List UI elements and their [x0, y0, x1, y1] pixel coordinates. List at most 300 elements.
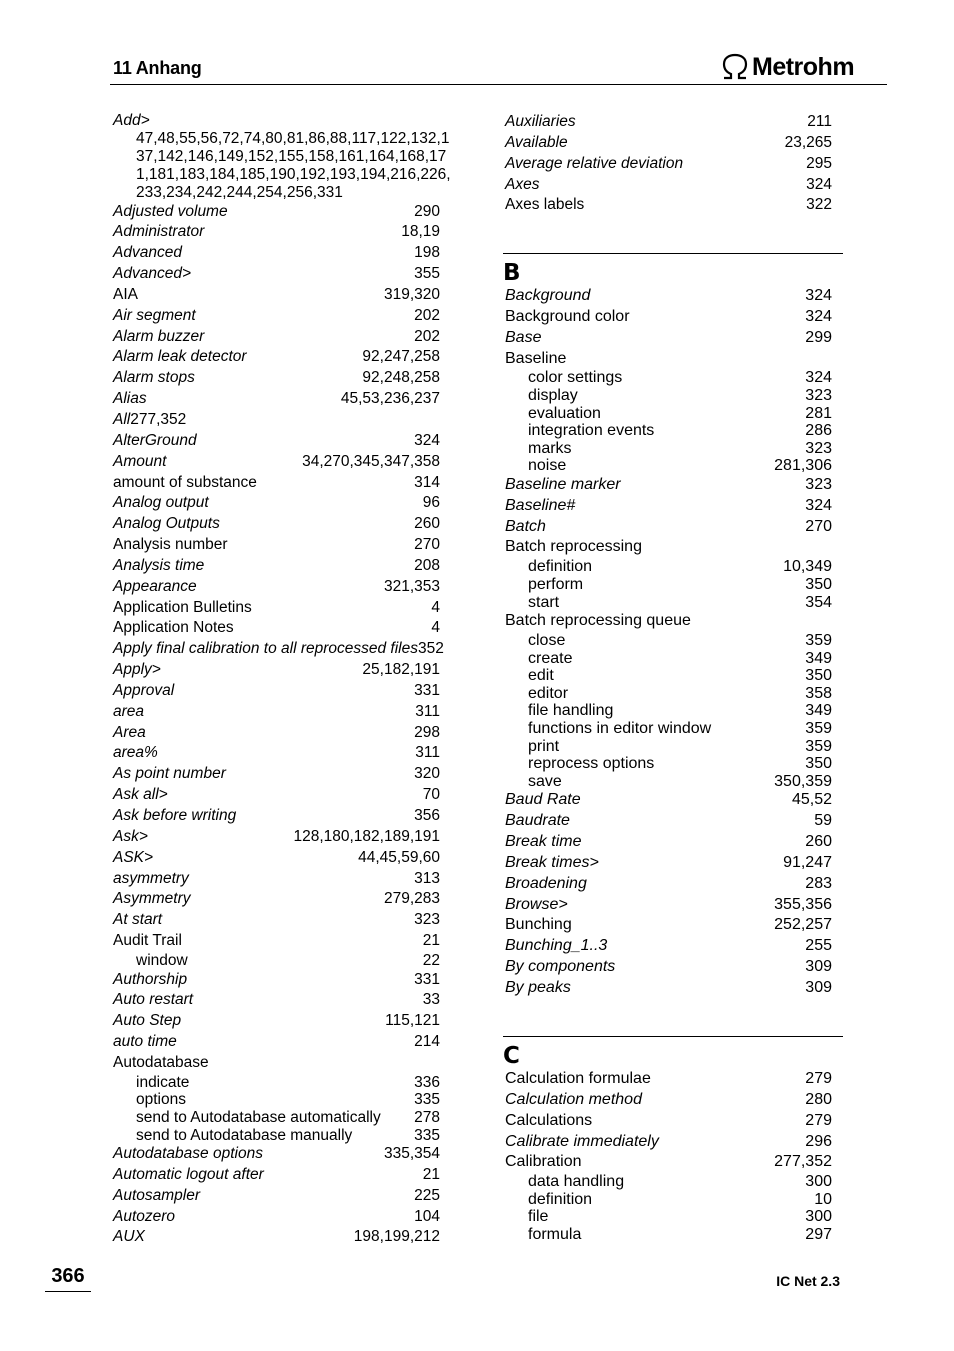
section-c-entries	[503, 1069, 832, 1244]
index-entry	[505, 874, 832, 895]
index-subentry	[505, 667, 832, 685]
index-pages: 350,359	[774, 772, 832, 790]
index-subterm: window	[136, 951, 188, 969]
index-term: Analysis number	[113, 536, 228, 554]
section-letter: C	[503, 1043, 520, 1069]
index-term: auto time	[113, 1033, 177, 1051]
index-subterm: data handling	[528, 1173, 625, 1191]
index-pages: 324	[806, 175, 832, 193]
index-subentry	[505, 1191, 832, 1209]
index-pages: 10,349	[783, 558, 832, 576]
index-pages: 335	[414, 1091, 440, 1109]
index-pages: 281	[805, 404, 832, 422]
index-pages: 324	[414, 431, 440, 449]
index-term: Autosampler	[113, 1186, 201, 1204]
index-term: Analog output	[113, 494, 209, 512]
index-subentry	[505, 440, 832, 458]
index-pages: 354	[805, 593, 832, 611]
index-entry	[505, 895, 832, 916]
index-entry	[505, 1090, 832, 1111]
index-pages: 277,352	[774, 1153, 832, 1171]
index-pages: 23,265	[784, 133, 832, 151]
section-b	[503, 253, 843, 999]
index-term: Browse>	[505, 895, 568, 913]
index-pages: 352	[418, 640, 444, 658]
index-entry	[113, 869, 440, 890]
index-pages: 324	[805, 287, 832, 304]
index-term: Area	[113, 723, 146, 741]
index-pages: 323	[805, 475, 832, 493]
index-pages: 198,199,212	[353, 1228, 440, 1246]
index-subentry	[505, 632, 832, 650]
index-pages: 96	[422, 494, 440, 512]
index-subentry	[505, 720, 832, 738]
index-pages: 283	[805, 874, 832, 892]
index-term: AUX	[113, 1228, 145, 1246]
index-pages: 279,283	[383, 890, 440, 908]
index-term: Calculation formulae	[505, 1070, 651, 1087]
index-subentry	[505, 702, 832, 720]
index-subentry	[505, 457, 832, 475]
index-subentry	[505, 738, 832, 756]
index-subentry	[505, 422, 832, 440]
index-pages: 47,48,55,56,72,74,80,81,86,88,117,122,132,137,142,146,149,152,155,158,161,164,168,171,181,183,184,185,190,192,193,194,216,226,233,234,242,244,254,256,331	[136, 129, 451, 201]
index-subterm: noise	[528, 457, 567, 475]
section-letter: B	[503, 260, 521, 286]
index-subterm: send to Autodatabase manually	[136, 1126, 353, 1144]
index-pages: 297	[805, 1226, 832, 1243]
index-entry	[505, 112, 832, 133]
index-entry	[505, 1132, 832, 1153]
left-entry-list	[113, 202, 444, 1249]
index-entry	[113, 264, 440, 285]
index-entry	[505, 195, 832, 216]
index-term: Autozero	[113, 1207, 176, 1225]
index-subentry	[505, 755, 832, 773]
index-subentry	[113, 1091, 440, 1109]
index-term: Bunching_1..3	[505, 937, 608, 955]
index-entry	[113, 910, 440, 931]
index-entry	[505, 349, 832, 370]
index-term: Autodatabase	[113, 1053, 209, 1071]
index-subterm: print	[528, 737, 560, 755]
index-pages: 322	[806, 196, 832, 214]
index-entry	[505, 853, 832, 874]
index-entry	[113, 827, 440, 848]
index-entry	[113, 1227, 440, 1248]
index-subentry	[113, 1127, 440, 1145]
index-pages: 45,53,236,237	[340, 390, 440, 408]
index-term: amount of substance	[113, 473, 257, 491]
index-term: Analysis time	[113, 556, 205, 574]
index-pages: 311	[415, 702, 440, 720]
index-pages: 290	[414, 202, 440, 220]
index-entry	[505, 537, 832, 558]
index-entry	[505, 936, 832, 957]
index-entry	[505, 517, 832, 538]
index-term: Asymmetry	[113, 890, 191, 908]
index-entry	[113, 848, 440, 869]
index-subentry	[505, 650, 832, 668]
index-term: AIA	[113, 285, 138, 303]
index-pages: 298	[414, 723, 440, 741]
index-subterm: editor	[528, 684, 569, 702]
index-pages: 270	[414, 536, 440, 554]
index-entry	[113, 723, 440, 744]
index-entry-add	[113, 112, 451, 202]
index-entry	[505, 286, 832, 307]
index-subterm: display	[528, 386, 578, 404]
index-entry	[113, 327, 440, 348]
right-top-entry-list	[505, 112, 832, 216]
index-subterm: functions in editor window	[528, 719, 712, 737]
index-entry	[113, 931, 440, 952]
index-pages: 22	[422, 951, 440, 969]
index-subterm: send to Autodatabase automatically	[136, 1108, 381, 1126]
index-term: Calculations	[505, 1111, 593, 1129]
index-subterm: indicate	[136, 1073, 190, 1091]
index-subterm: create	[528, 649, 573, 667]
index-pages: 270	[805, 517, 832, 535]
index-entry	[113, 347, 440, 368]
index-entry	[505, 1111, 832, 1132]
index-subterm: edit	[528, 667, 554, 685]
index-pages: 350	[805, 755, 832, 773]
index-pages: 358	[805, 684, 832, 702]
index-pages: 313	[414, 869, 440, 887]
index-entry	[505, 957, 832, 978]
index-subterm: file handling	[528, 702, 614, 720]
index-term: asymmetry	[113, 869, 189, 887]
index-term: Analog Outputs	[113, 515, 220, 533]
index-pages: 331	[414, 681, 440, 699]
index-pages: 255	[805, 937, 832, 955]
index-pages: 214	[414, 1033, 440, 1051]
index-entry	[113, 577, 440, 598]
index-entry	[505, 328, 832, 349]
index-term: Approval	[113, 681, 175, 699]
index-pages: 18,19	[401, 223, 440, 241]
index-pages: 279	[805, 1111, 832, 1129]
index-entry	[113, 1053, 440, 1074]
index-subterm: close	[528, 631, 566, 649]
header-rule	[110, 84, 887, 85]
index-entry	[113, 1186, 440, 1207]
index-entry	[113, 970, 440, 991]
index-term: Air segment	[113, 306, 196, 324]
index-subentry	[505, 773, 832, 791]
index-subterm: color settings	[528, 369, 623, 387]
index-term: Baudrate	[505, 812, 570, 830]
index-term: Available	[505, 133, 568, 151]
index-column-right	[505, 112, 832, 216]
section-rule	[503, 1036, 843, 1037]
index-subterm: formula	[528, 1226, 582, 1243]
index-entry	[113, 681, 440, 702]
index-term: Amount	[113, 452, 167, 470]
index-pages: 300	[805, 1208, 832, 1226]
index-pages: 280	[805, 1090, 832, 1108]
index-entry	[113, 243, 440, 264]
index-entry	[113, 743, 440, 764]
index-term: Application Bulletins	[113, 598, 252, 616]
index-term: Batch reprocessing queue	[505, 612, 691, 630]
index-pages: 323	[805, 386, 832, 404]
index-subentry	[505, 369, 832, 387]
index-entry	[505, 790, 832, 811]
index-term: Bunching	[505, 916, 572, 934]
index-term: Calibration	[505, 1153, 582, 1171]
index-term: Calculation method	[505, 1090, 642, 1108]
index-subentry	[505, 1226, 832, 1244]
index-subentry	[505, 576, 832, 594]
index-pages: 21	[422, 932, 440, 950]
index-term: Alias	[113, 390, 147, 408]
page-number: 366	[45, 1265, 91, 1292]
index-pages: 92,248,258	[362, 369, 440, 387]
index-term: Advanced	[113, 244, 182, 262]
index-subterm: integration events	[528, 422, 655, 440]
index-term: Apply final calibration to all reprocessed files	[113, 640, 418, 658]
index-entry	[113, 990, 440, 1011]
index-entry	[113, 452, 440, 473]
index-pages: 202	[414, 327, 440, 345]
index-pages: 356	[414, 807, 440, 824]
index-entry	[505, 1069, 832, 1090]
index-entry	[113, 618, 440, 639]
index-term: area	[113, 702, 145, 720]
index-term: Auxiliaries	[505, 113, 576, 130]
index-pages: 309	[805, 978, 832, 996]
index-subentry	[505, 387, 832, 405]
product-name: IC Net 2.3	[776, 1273, 840, 1289]
index-subentry	[505, 1208, 832, 1226]
index-term: Axes	[505, 175, 540, 193]
brand-name: Metrohm	[752, 52, 855, 81]
index-entry	[505, 1152, 832, 1173]
index-entry	[113, 764, 440, 785]
index-pages: 10	[814, 1190, 832, 1208]
index-entry	[113, 493, 440, 514]
index-pages: 295	[806, 154, 832, 172]
index-pages: 25,182,191	[362, 661, 440, 679]
index-term: Advanced>	[113, 265, 191, 283]
index-subterm: perform	[528, 575, 584, 593]
index-term: Baseline#	[505, 496, 576, 514]
index-subterm: file	[528, 1208, 549, 1226]
index-pages: 355,356	[774, 895, 832, 913]
index-pages: 349	[805, 702, 832, 720]
index-pages: 34,270,345,347,358	[302, 452, 440, 470]
index-pages: 281,306	[774, 457, 832, 475]
index-entry	[113, 306, 440, 327]
index-pages: 319,320	[383, 285, 440, 303]
index-pages: 296	[805, 1132, 832, 1150]
index-pages: 286	[805, 422, 832, 440]
index-pages: 92,247,258	[362, 348, 440, 366]
index-entry	[113, 702, 440, 723]
index-term: Alarm leak detector	[113, 348, 247, 366]
index-pages: 21	[422, 1165, 440, 1183]
index-pages: 335,354	[383, 1145, 440, 1163]
index-pages: 300	[805, 1173, 832, 1191]
index-pages: 359	[805, 631, 832, 649]
index-term: By peaks	[505, 978, 571, 996]
index-entry	[113, 806, 440, 827]
index-term: Background color	[505, 307, 630, 325]
index-term: ASK>	[113, 848, 154, 866]
index-subterm: options	[136, 1091, 186, 1109]
index-pages: 198	[414, 244, 440, 262]
index-entry	[505, 832, 832, 853]
index-pages: 324	[805, 369, 832, 387]
index-term: Baud Rate	[505, 791, 581, 809]
index-term: Alarm buzzer	[113, 327, 205, 345]
index-pages: 277,352	[130, 410, 187, 428]
index-term: Appearance	[113, 577, 197, 595]
index-term: Average relative deviation	[505, 154, 684, 172]
index-term: Application Notes	[113, 619, 234, 637]
index-entry	[113, 598, 440, 619]
index-term: Add>	[113, 112, 150, 129]
chapter-title: 11 Anhang	[113, 58, 202, 78]
section-c	[503, 1036, 843, 1244]
index-pages: 4	[431, 619, 440, 637]
index-pages: 44,45,59,60	[358, 848, 440, 866]
index-pages: 331	[414, 970, 440, 988]
index-pages: 321,353	[383, 577, 440, 595]
index-entry	[505, 978, 832, 999]
index-term: Alarm stops	[113, 369, 195, 387]
index-pages: 359	[805, 737, 832, 755]
index-entry	[113, 473, 440, 494]
index-term: Batch reprocessing	[505, 538, 642, 556]
index-pages: 91,247	[783, 853, 832, 871]
index-entry	[113, 1144, 440, 1165]
index-pages: 350	[805, 575, 832, 593]
index-pages: 278	[414, 1108, 440, 1126]
index-term: Adjusted volume	[113, 202, 228, 220]
index-subentry	[505, 594, 832, 612]
omega-icon	[720, 53, 750, 81]
index-pages: 225	[414, 1186, 440, 1204]
index-pages: 4	[431, 598, 440, 616]
index-pages: 115,121	[385, 1012, 440, 1030]
index-pages: 260	[414, 515, 440, 533]
index-subentry	[505, 685, 832, 703]
index-term: Break times>	[505, 853, 599, 871]
index-pages: 252,257	[774, 916, 832, 934]
index-pages: 104	[414, 1207, 440, 1225]
index-term: Autodatabase options	[113, 1145, 263, 1163]
index-term: Automatic logout after	[113, 1165, 264, 1183]
index-entry	[113, 285, 440, 306]
index-subterm: start	[528, 593, 560, 611]
index-subterm: definition	[528, 558, 593, 576]
index-subentry	[113, 952, 440, 970]
index-entry	[505, 307, 832, 328]
index-entry	[113, 368, 440, 389]
index-entry	[113, 410, 440, 431]
index-subterm: definition	[528, 1190, 593, 1208]
index-entry	[113, 535, 440, 556]
index-term: Baseline	[505, 349, 567, 367]
index-entry	[113, 660, 440, 681]
index-pages: 45,52	[791, 791, 832, 809]
index-entry	[505, 496, 832, 517]
index-entry	[505, 133, 832, 154]
index-pages: 359	[805, 719, 832, 737]
index-pages: 33	[422, 991, 440, 1009]
index-term: At start	[113, 911, 163, 929]
index-pages: 208	[414, 556, 440, 574]
index-subentry	[505, 558, 832, 576]
index-term: Break time	[505, 832, 582, 850]
index-term: All	[113, 410, 131, 428]
index-pages: 355	[414, 265, 440, 283]
index-pages: 70	[422, 786, 440, 804]
index-term: Apply>	[113, 661, 161, 679]
index-pages: 323	[414, 911, 440, 929]
index-entry	[113, 785, 440, 806]
index-pages: 323	[805, 439, 832, 457]
index-subentry	[113, 1109, 440, 1127]
index-pages: 336	[414, 1073, 440, 1091]
section-b-entries	[503, 286, 832, 999]
index-term: Axes labels	[505, 196, 585, 214]
index-pages: 211	[807, 113, 832, 130]
index-subterm: marks	[528, 439, 572, 457]
index-term: Background	[505, 287, 591, 304]
index-term: Calibrate immediately	[505, 1132, 659, 1150]
index-pages: 279	[805, 1070, 832, 1087]
index-entry	[113, 639, 444, 660]
index-pages: 324	[805, 307, 832, 325]
index-term: Base	[505, 328, 542, 346]
index-entry	[113, 431, 440, 452]
index-entry	[113, 514, 440, 535]
index-term: Audit Trail	[113, 932, 182, 950]
index-entry	[113, 556, 440, 577]
index-pages: 309	[805, 958, 832, 976]
index-pages: 260	[805, 832, 832, 850]
index-pages: 202	[414, 306, 440, 324]
index-pages: 311	[415, 744, 440, 762]
index-subentry	[505, 1173, 832, 1191]
brand-logo	[720, 52, 854, 82]
index-term: Auto restart	[113, 991, 194, 1009]
index-entry	[505, 475, 832, 496]
index-subentry	[113, 1074, 440, 1092]
index-entry	[113, 389, 440, 410]
index-pages: 350	[805, 667, 832, 685]
index-subentry	[505, 405, 832, 423]
index-term: As point number	[113, 765, 226, 783]
index-term: AlterGround	[113, 431, 197, 449]
index-subterm: save	[528, 772, 562, 790]
index-term: Administrator	[113, 223, 205, 241]
index-term: Authorship	[113, 970, 188, 988]
index-term: area%	[113, 744, 158, 762]
index-entry	[505, 611, 832, 632]
index-term: By components	[505, 958, 616, 976]
index-entry	[113, 202, 440, 223]
section-rule	[503, 253, 843, 254]
index-term: Ask>	[113, 827, 148, 845]
index-term: Ask before writing	[113, 807, 237, 824]
index-pages: 59	[814, 812, 832, 830]
index-pages: 314	[414, 473, 440, 491]
